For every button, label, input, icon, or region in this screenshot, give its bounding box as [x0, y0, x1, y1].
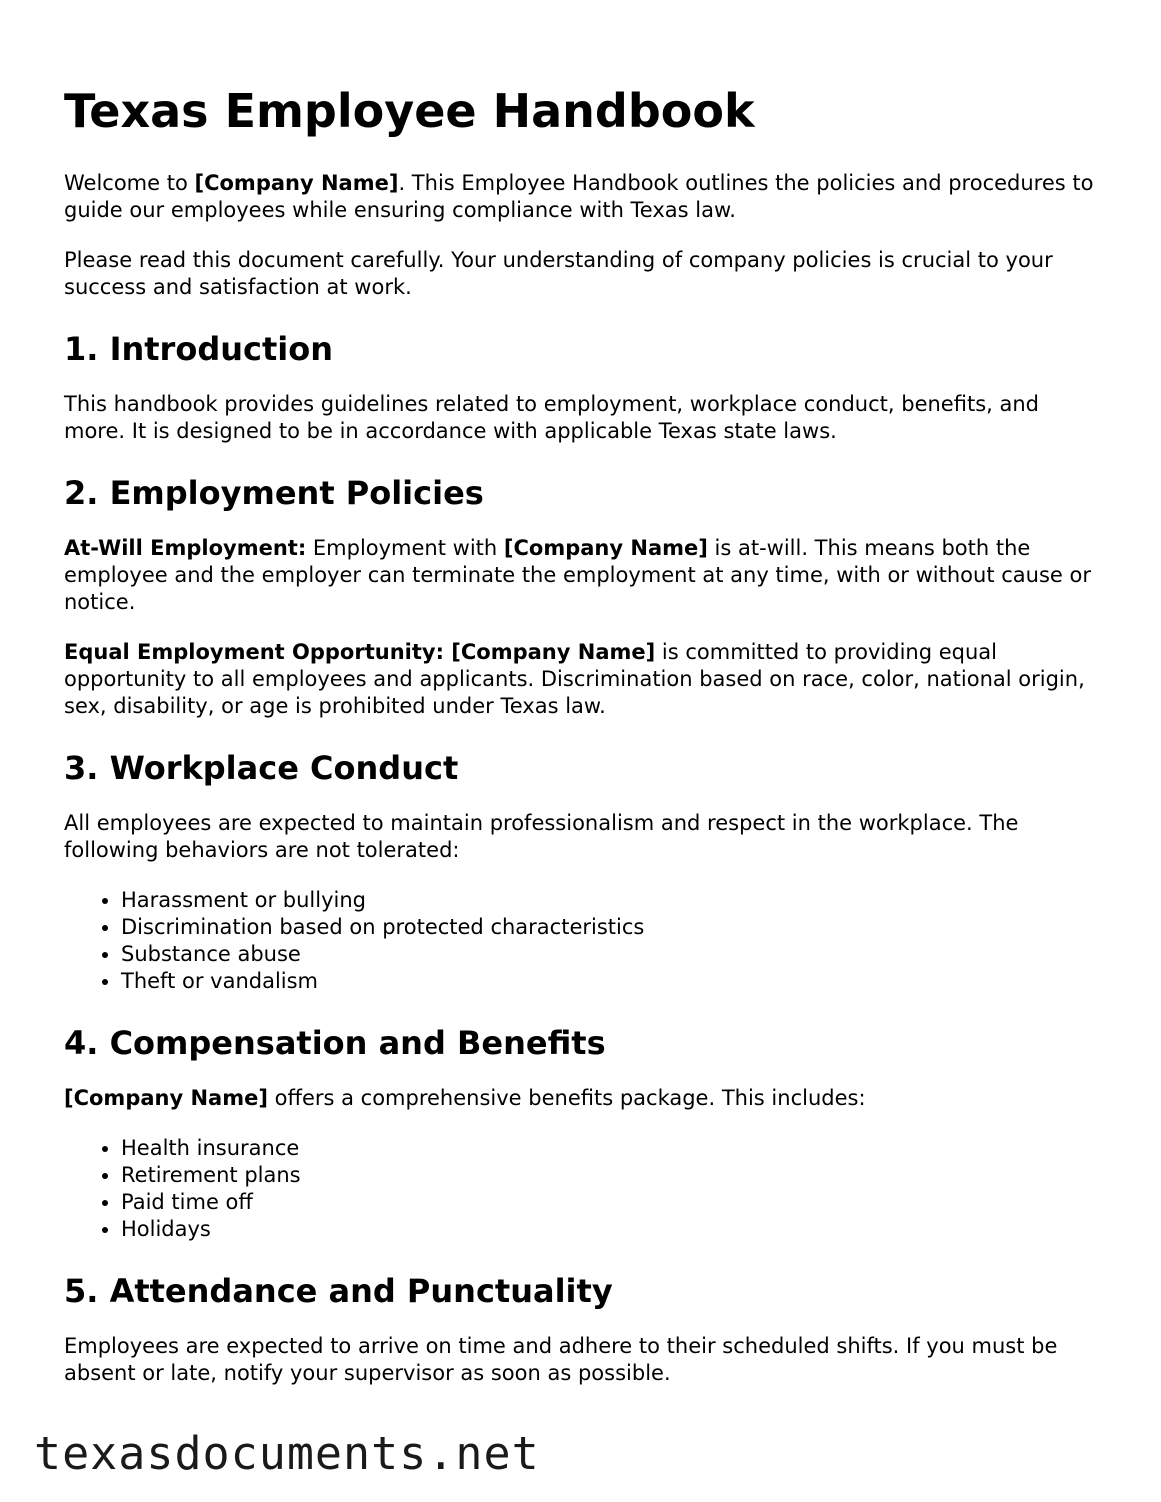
benefits-list — [64, 1135, 1104, 1243]
list-item: • Substance abuse — [121, 941, 1104, 968]
company-name-placeholder: [Company Name] — [503, 536, 708, 560]
workplace-conduct-paragraph: All employees are expected to maintain professionalism and respect in the workplace. The following behaviors are not tolerated: — [64, 811, 1019, 862]
prohibited-behaviors-list — [64, 887, 1104, 995]
at-will-paragraph — [64, 535, 1104, 616]
section-heading-compensation: 4. Compensation and Benefits — [64, 1024, 606, 1062]
section-heading-attendance: 5. Attendance and Punctuality — [64, 1272, 613, 1310]
compensation-suffix: offers a comprehensive benefits package. This includes: — [267, 1086, 866, 1110]
list-item: • Theft or vandalism — [121, 968, 1104, 995]
welcome-suffix: . This Employee Handbook outlines the policies and procedures to guide our employees while ensuring compliance with Texas law. — [64, 171, 1094, 222]
company-name-placeholder: [Company Name] — [194, 171, 399, 195]
at-will-label: At-Will Employment: — [64, 536, 307, 560]
eeo-suffix: is committed to providing equal opportunity to all employees and applicants. Discrimination based on race, color, national origin, sex, disability, or age is prohibited under Texas law. — [64, 640, 1085, 718]
eeo-paragraph — [64, 639, 1104, 720]
company-name-placeholder: [Company Name] — [443, 640, 656, 664]
welcome-prefix: Welcome to — [64, 171, 195, 195]
section-heading-introduction: 1. Introduction — [64, 330, 333, 368]
list-item: • Harassment or bullying — [121, 887, 1104, 914]
attendance-paragraph: Employees are expected to arrive on time and adhere to their scheduled shifts. If you must be absent or late, notify your supervisor as soon as possible. — [64, 1334, 1058, 1385]
list-item: • Paid time off — [121, 1189, 1104, 1216]
section-heading-employment-policies: 2. Employment Policies — [64, 474, 484, 512]
site-watermark: texasdocuments.net — [34, 1427, 540, 1480]
company-name-placeholder: [Company Name] — [64, 1086, 268, 1110]
document-title: Texas Employee Handbook — [64, 84, 755, 138]
introduction-paragraph: This handbook provides guidelines related to employment, workplace conduct, benefits, and more. It is designed to be in accordance with applicable Texas state laws. — [64, 392, 1039, 443]
list-item: • Discrimination based on protected characteristics — [121, 914, 1104, 941]
list-item: • Health insurance — [121, 1135, 1104, 1162]
compensation-paragraph — [64, 1085, 1104, 1112]
document-page — [64, 0, 1104, 1387]
at-will-prefix: Employment with — [306, 536, 504, 560]
section-heading-workplace-conduct: 3. Workplace Conduct — [64, 749, 459, 787]
list-item: • Holidays — [121, 1216, 1104, 1243]
read-notice-paragraph: Please read this document carefully. Your understanding of company policies is crucial to your success and satisfaction at work. — [64, 248, 1053, 299]
list-item: • Retirement plans — [121, 1162, 1104, 1189]
eeo-label: Equal Employment Opportunity: — [64, 640, 444, 664]
welcome-paragraph — [64, 170, 1104, 224]
at-will-suffix: is at-will. This means both the employee and the employer can terminate the employment at any time, with or without cause or notice. — [64, 536, 1091, 614]
